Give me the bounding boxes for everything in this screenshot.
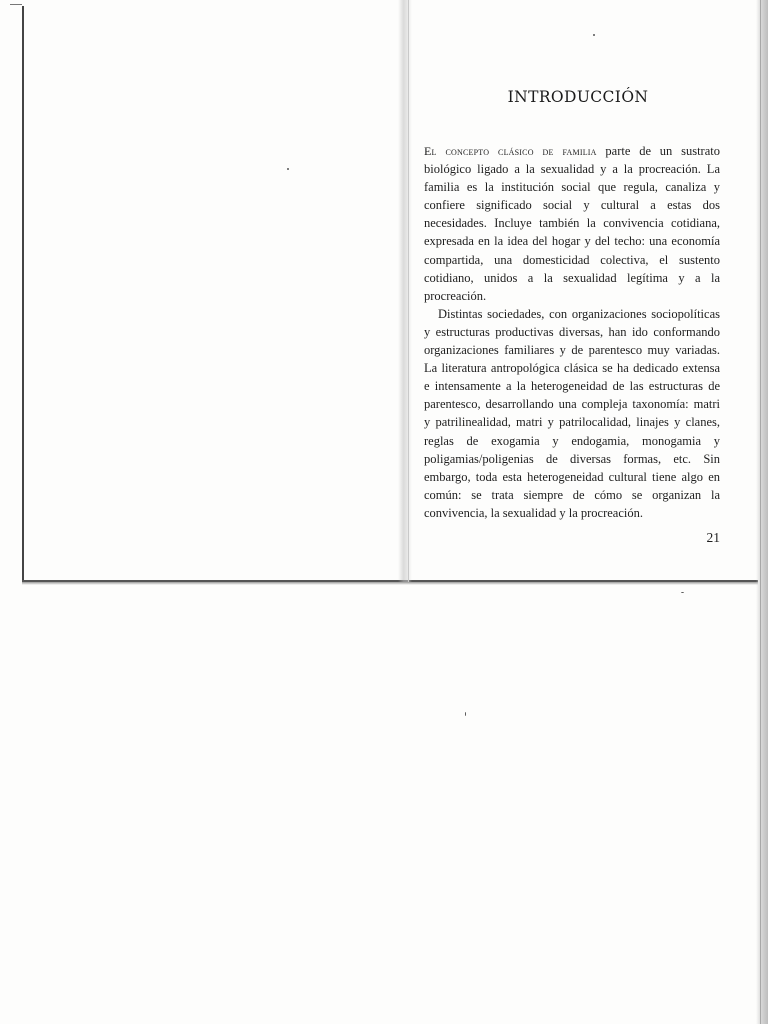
page-corner-mark — [10, 4, 22, 5]
paragraph-text: parte de un sustrato biológico ligado a la sexualidad y a la procreación. La familia es la institución social que regula, canaliza y confiere significado social y cultural a estas dos necesidades. Incluye también la convivencia cotidiana, expresada en la idea del hogar y del techo: una economía compartida, una domesticidad colectiva, el sustento cotidiano, unidos a la sexualidad legítima y a la procreación. — [424, 144, 720, 303]
paragraph: Distintas sociedades, con organizaciones sociopolíticas y estructuras productivas diversas, han ido conformando organizaciones familiares y de parentesco muy variadas. La literatura antropológica clásica se ha dedicado extensa e intensamente a la heterogeneidad de las estructuras de parentesco, desarrollando una compleja taxonomía: matri y patrilinealidad, matri y patrilocalidad, linajes y clanes, reglas de exogamia y endogamia, monogamia y poligamias/poligenias de diversas formas, etc. Sin embargo, toda esta heterogeneidad cultural tiene algo en común: se trata siempre de cómo se organizan la convivencia, la sexualidad y la procreación. — [424, 306, 720, 520]
chapter-title: INTRODUCCIÓN — [507, 88, 649, 106]
spread-bottom-shadow — [22, 582, 758, 585]
scan-speck — [287, 168, 289, 170]
body-text — [424, 142, 720, 522]
left-page-edge — [22, 6, 24, 580]
paragraph — [424, 142, 720, 305]
gutter-fold-line — [408, 0, 409, 582]
scan-speck — [681, 592, 684, 593]
page-number: 21 — [706, 530, 720, 545]
scan-speck — [593, 34, 595, 36]
right-page-edge-line — [760, 0, 761, 1024]
lead-in-small-caps: El concepto clásico de familia — [424, 144, 597, 158]
scan-speck — [465, 712, 466, 716]
book-gutter — [398, 0, 412, 582]
right-text-page — [424, 80, 720, 522]
right-page-edge — [756, 0, 768, 1024]
